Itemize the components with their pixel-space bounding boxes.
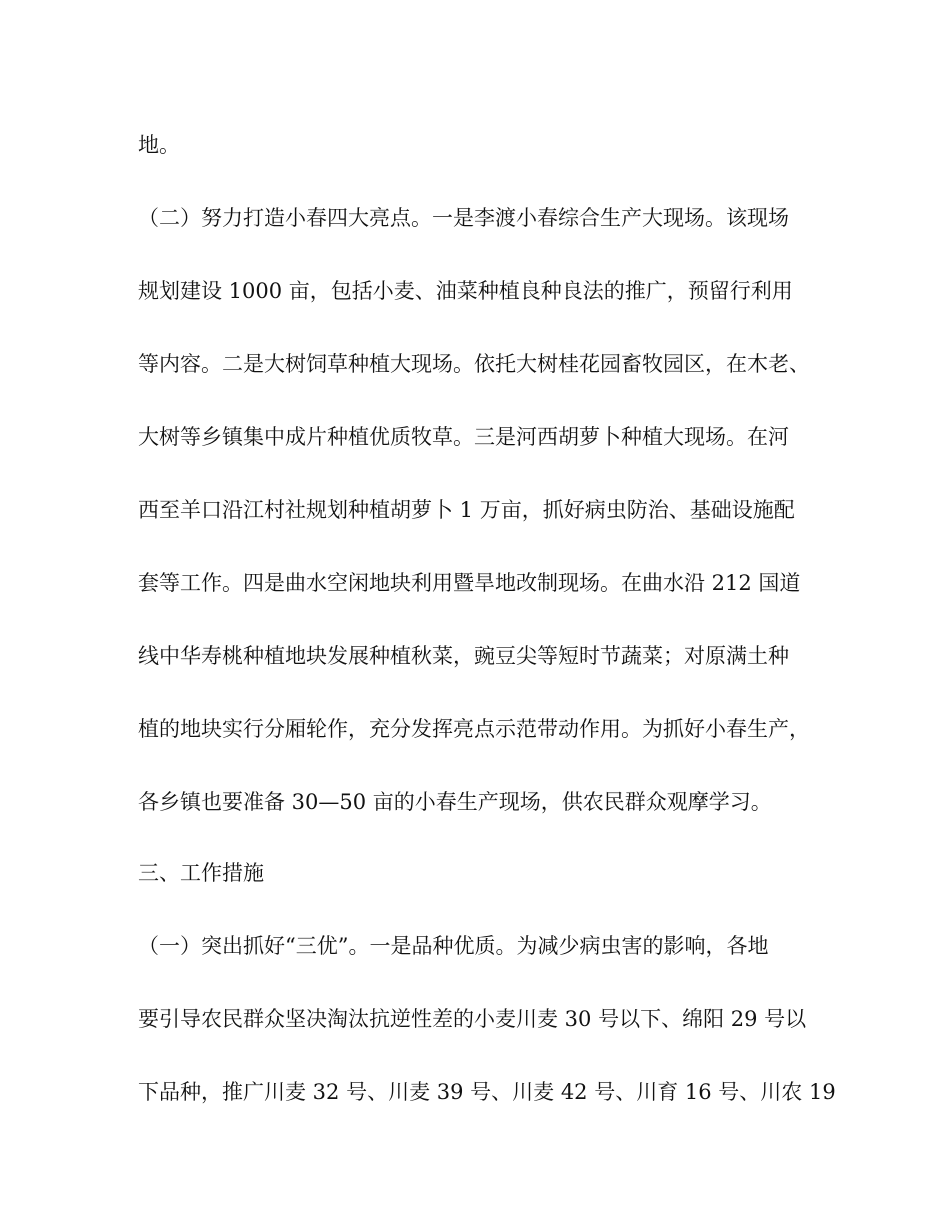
- text-line: 植的地块实行分厢轮作，充分发挥亮点示范带动作用。为抓好小春生产，: [138, 717, 810, 741]
- text-line: 套等工作。四是曲水空闲地块利用暨旱地改制现场。在曲水沿 212 国道: [138, 571, 801, 595]
- text-line: 下品种，推广川麦 32 号、川麦 39 号、川麦 42 号、川育 16 号、川农 19: [138, 1080, 836, 1104]
- text-line: 要引导农民群众坚决淘汰抗逆性差的小麦川麦 30 号以下、绵阳 29 号以: [138, 1007, 807, 1031]
- text-line: 规划建设 1000 亩，包括小麦、油菜种植良种良法的推广，预留行利用: [138, 279, 793, 303]
- text-line: 各乡镇也要准备 30—50 亩的小春生产现场，供农民群众观摩学习。: [138, 790, 772, 814]
- text-line: （一）突出抓好“三优”。一是品种优质。为减少病虫害的影响，各地: [138, 934, 769, 958]
- text-line: 等内容。二是大树饲草种植大现场。依托大树桂花园畜牧园区，在木老、: [138, 352, 810, 376]
- text-line: （二）努力打造小春四大亮点。一是李渡小春综合生产大现场。该现场: [138, 206, 789, 230]
- text-line: 大树等乡镇集中成片种植优质牧草。三是河西胡萝卜种植大现场。在河: [138, 425, 789, 449]
- text-line: 地。: [138, 133, 180, 157]
- section-heading: 三、工作措施: [138, 861, 264, 885]
- text-line: 线中华寿桃种植地块发展种植秋菜，豌豆尖等短时节蔬菜；对原满土种: [138, 644, 789, 668]
- text-line: 西至羊口沿江村社规划种植胡萝卜 1 万亩，抓好病虫防治、基础设施配: [138, 498, 795, 522]
